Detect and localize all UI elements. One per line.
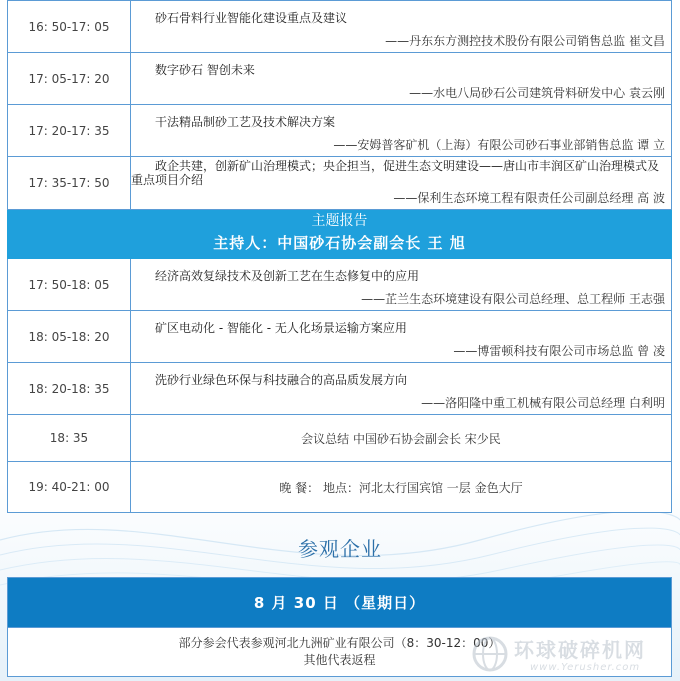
closing-text: 会议总结 中国砂石协会副会长 宋少民 [131,415,672,462]
talk-title: 干法精品制砂工艺及技术解决方案 [155,115,336,129]
keynote-host: 主持人：中国砂石协会副会长 王 旭 [213,234,466,252]
talk-title: 洗砂行业绿色环保与科技融合的高品质发展方向 [155,373,408,387]
visit-date-header: 8 月 30 日 （星期日） [8,578,672,628]
table-row [8,1,672,53]
time-cell: 17: 05-17: 20 [8,53,131,105]
content-cell [131,105,672,157]
watermark-name: 环球破碎机网 [514,638,646,662]
schedule-table [7,0,672,513]
content-cell [131,363,672,415]
table-row [8,311,672,363]
table-row [8,363,672,415]
talk-speaker: ——保利生态环境工程有限责任公司副总经理 高 波 [393,191,665,205]
table-row [8,53,672,105]
watermark [470,632,680,680]
time-cell: 18: 35 [8,415,131,462]
talk-speaker: ——安姆普客矿机（上海）有限公司砂石事业部销售总监 谭 立 [333,138,665,152]
talk-title: 数字砂石 智创未来 [155,63,255,77]
time-cell: 19: 40-21: 00 [8,462,131,513]
content-cell [131,311,672,363]
keynote-banner [8,210,672,259]
content-cell [131,53,672,105]
time-cell: 18: 05-18: 20 [8,311,131,363]
time-cell: 16: 50-17: 05 [8,1,131,53]
talk-title: 政企共建，创新矿山治理模式；央企担当，促进生态文明建设——唐山市丰润区矿山治理模式及重点项目介绍 [131,159,660,187]
talk-title: 矿区电动化 - 智能化 - 无人化场景运输方案应用 [155,321,407,335]
time-cell: 17: 20-17: 35 [8,105,131,157]
talk-speaker: ——博雷顿科技有限公司市场总监 曾 凌 [453,344,665,358]
content-cell [131,259,672,311]
time-cell: 17: 50-18: 05 [8,259,131,311]
content-cell [131,1,672,53]
content-cell [131,157,672,210]
visit-line: 其他代表返程 [303,653,376,667]
talk-speaker: ——水电八局砂石公司建筑骨料研发中心 袁云刚 [409,86,665,100]
section-title: 参观企业 [298,537,382,561]
watermark-url: www.Yerusher.com [530,662,641,673]
talk-speaker: ——洛阳隆中重工机械有限公司总经理 白利明 [421,396,665,410]
table-row [8,462,672,513]
table-row [8,157,672,210]
talk-speaker: ——芷兰生态环境建设有限公司总经理、总工程师 王志强 [361,292,665,306]
keynote-heading: 主题报告 [311,213,368,229]
visit-line: 部分参会代表参观河北九洲矿业有限公司（8：30-12：00） [178,636,501,650]
table-row [8,415,672,462]
talk-title: 经济高效复绿技术及创新工艺在生态修复中的应用 [155,269,420,283]
talk-speaker: ——丹东东方测控技术股份有限公司销售总监 崔文昌 [385,34,665,48]
table-row [8,105,672,157]
talk-title: 砂石骨料行业智能化建设重点及建议 [155,11,348,25]
time-cell: 18: 20-18: 35 [8,363,131,415]
table-row [8,259,672,311]
dinner-text: 晚 餐： 地点：河北太行国宾馆 一层 金色大厅 [131,462,672,513]
globe-logo-icon [470,634,510,674]
time-cell: 17: 35-17: 50 [8,157,131,210]
